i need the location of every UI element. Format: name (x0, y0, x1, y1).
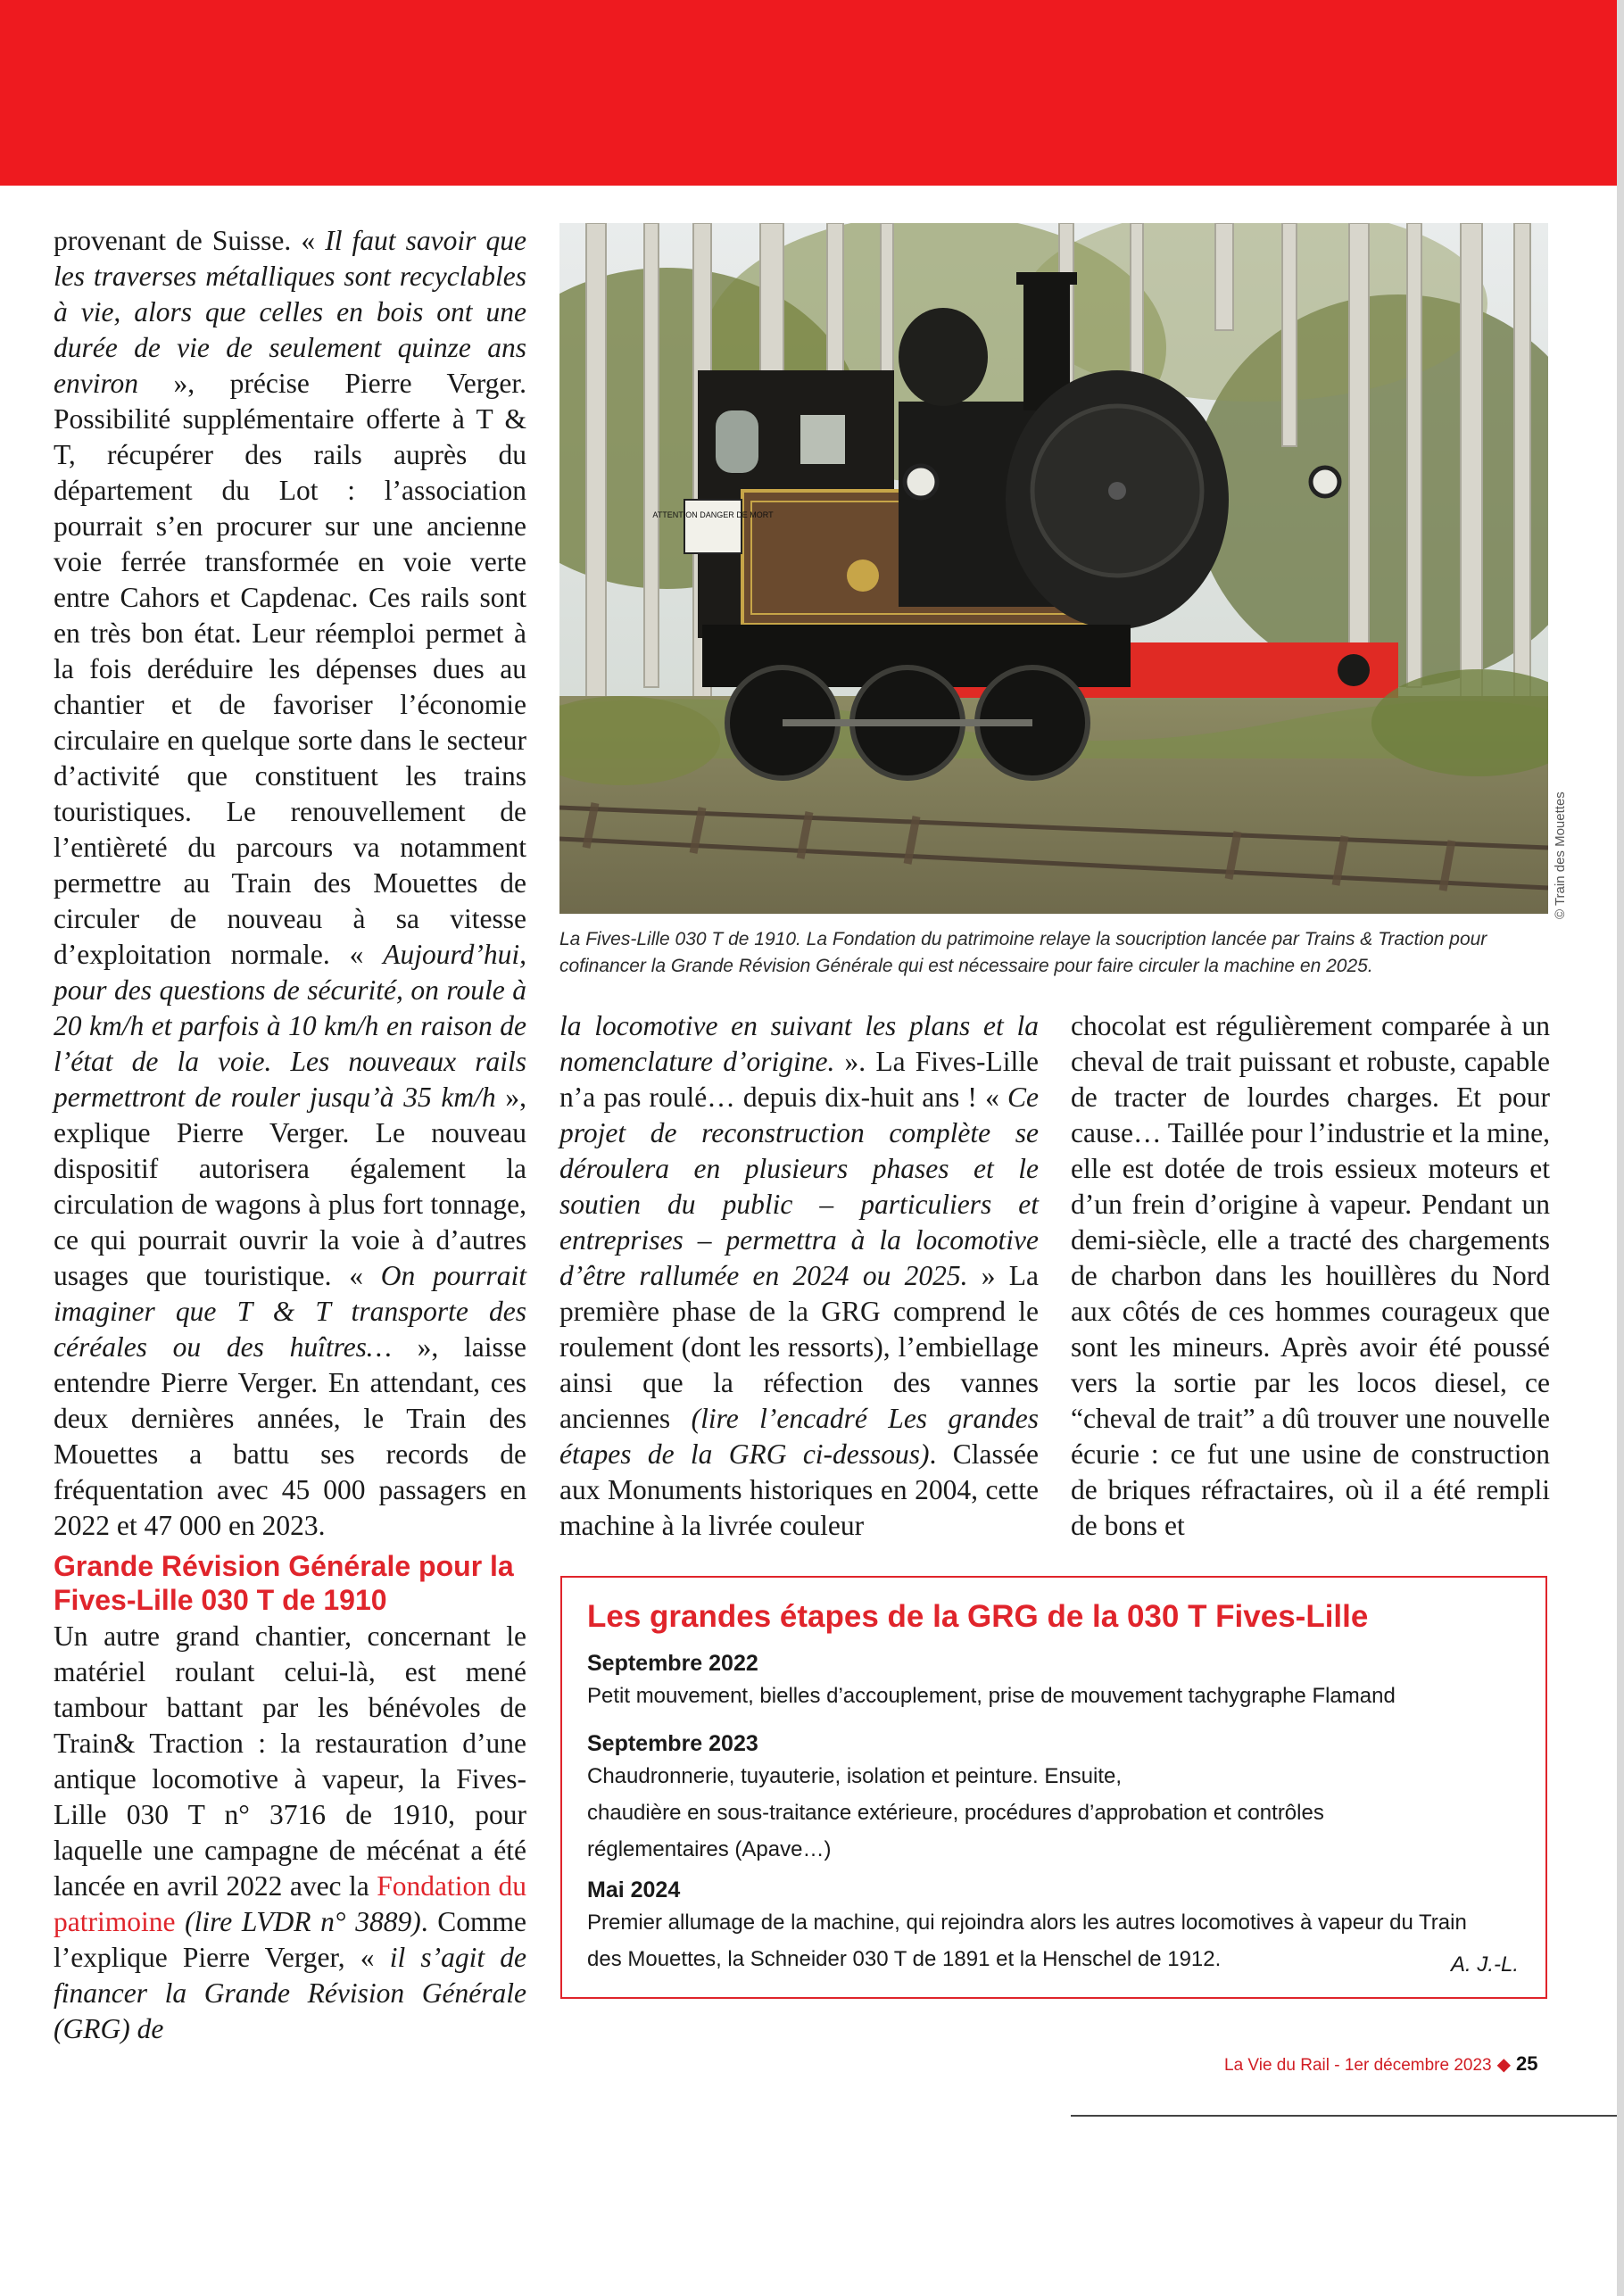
col2-run: ». La Fives-Lille n’a pas roulé… depuis dix-huit ans ! « (559, 1046, 1039, 1113)
col3-run: chocolat est régulièrement comparée à un cheval de trait puissant et robuste, capable de tracter de lourdes charges. Et pour cause… Taillée pour l’industrie et la mine, elle est dotée de trois essieux moteurs et d’un frein d’origine à vapeur. Pendant un demi-siècle, elle a tracté des chargements de charbon dans les houillères du Nord aux côtés de ces hommes courageux que sont les mineurs. Après avoir été poussé vers la sortie par les locos diesel, ce “cheval de trait” a dû trouver une nouvelle écurie : ce fut une usine de construction de briques réfractaires, où il a été rempli de bons et (1071, 1010, 1550, 1541)
col2-run: Ce projet de reconstruction complète se déroulera en plusieurs phases et le soutien du public – particuliers et entreprises – permettra à la locomotive d’être rallumée en 2024 ou 2025. (559, 1082, 1039, 1291)
stage-line: réglementaires (Apave…) (587, 1837, 832, 1861)
locomotive-photo (559, 223, 1548, 914)
page-number: 25 (1516, 2052, 1538, 2075)
col2-run: la locomotive en suivant les plans et la nomenclature d’origine. (559, 1010, 1039, 1077)
stage-september-2022 (587, 1649, 1524, 1714)
photo-caption: La Fives-Lille 030 T de 1910. La Fondation du patrimoine relaye la soucription lancée par Trains & Traction pour cofinancer la Grande Révision Générale qui est nécessaire pour faire circuler la machine en 2025. (559, 929, 1487, 976)
col1b-run: Un autre grand chantier, concernant le matériel roulant celui-là, est mené tambour battant par les bénévoles de Train& Traction : la restauration d’une antique locomotive à vapeur, la Fives-Lille 030 T n° 3716 de 1910, pour laquelle une campagne de mécénat a été lancée en avril 2022 avec la (54, 1620, 526, 1902)
stage-may-2024 (587, 1876, 1524, 1977)
col1b-run: . Comme l’explique Pierre Verger, « (54, 1906, 527, 1973)
stage-line: Premier allumage de la machine, qui rejoindra alors les autres locomotives à vapeur du Train (587, 1911, 1467, 1935)
column-3-text (1071, 1008, 1550, 1544)
col1-run: », explique Pierre Verger. Le nouveau dispositif autorisera également la circulation de wagons à plus fort tonnage, ce qui pourrait ouvrir la voie à d’autres usages que touristique. « (54, 1082, 527, 1291)
stage-line: Chaudronnerie, tuyauterie, isolation et peinture. Ensuite, (587, 1764, 1123, 1788)
photo-credit: © Train des Mouettes (1553, 792, 1568, 919)
col1b-run: (lire LVDR n° 3889) (185, 1906, 421, 1937)
column-1-continued-text (54, 1619, 526, 2047)
column-1-text (54, 223, 526, 1544)
col2-run: » La première phase de la GRG comprend le roulement (dont les ressorts), l’embiellage ainsi que la réfection des vannes anciennes (559, 1260, 1039, 1434)
stage-september-2023 (587, 1729, 1524, 1868)
footer-rule (1071, 2115, 1617, 2117)
page-edge (1617, 0, 1624, 2296)
locomotive-illustration (559, 223, 1548, 914)
stage-date: Septembre 2022 (587, 1651, 758, 1676)
stage-date: Mai 2024 (587, 1877, 681, 1902)
author-signature: A. J.-L. (1450, 1952, 1519, 1977)
col1-run: », laisse entendre Pierre Verger. En attendant, ces deux dernières années, le Train des Mouettes a battu ses records de fréquentation avec 45 000 passagers en 2022 et 47 000 en 2023. (54, 1331, 527, 1541)
col1b-run: il s’agit de financer la Grande Révision Générale (GRG) de (54, 1942, 526, 2044)
header-red-band (0, 0, 1619, 186)
stage-line: des Mouettes, la Schneider 030 T de 1891 et la Henschel de 1912. (587, 1947, 1222, 1971)
footer-publication: La Vie du Rail - 1er décembre 2023 (1224, 2056, 1492, 2075)
col2-run: . Classée aux Monuments historiques en 2004, cette machine à la livrée couleur (559, 1438, 1039, 1541)
col1-run: », précise Pierre Verger. Possibilité supplémentaire offerte à T & T, récupérer des rails auprès du département du Lot : l’association pourrait s’en procurer sur une ancienne voie ferrée transformée en voie verte entre Cahors et Capdenac. Ces rails sont en très bon état. Leur réemploi permet à la fois deréduire les dépenses dues au chantier et de favoriser l’économie circulaire en quelque sorte dans le secteur d’activité que constituent les trains touristiques. Le renouvellement de l’entièreté du parcours va notamment permettre au Train des Mouettes de circuler de nouveau à sa vitesse d’exploitation normale. « (54, 368, 526, 970)
grg-stages-box (560, 1576, 1547, 1999)
stage-date: Septembre 2023 (587, 1731, 758, 1756)
stage-line: Petit mouvement, bielles d’accouplement, prise de mouvement tachygraphe Flamand (587, 1684, 1396, 1708)
col1b-run: Fondation du patrimoine (54, 1870, 526, 1937)
col1-run: Aujourd’hui, pour des questions de sécurité, on roule à 20 km/h et parfois à 10 km/h en raison de l’état de la voie. Les nouveaux rails permettront de rouler jusqu’à 35 km/h (54, 939, 526, 1113)
col2-run: (lire l’encadré Les grandes étapes de la GRG ci-dessous) (559, 1403, 1040, 1470)
diamond-icon: ◆ (1496, 2055, 1512, 2075)
col1-run: Il faut savoir que les traverses métalliques sont recyclables à vie, alors que celles en bois ont une durée de vie de seulement quinze ans environ (54, 225, 526, 399)
column-2-text (559, 1008, 1039, 1544)
section-heading: Grande Révision Générale pour la Fives-Lille 030 T de 1910 (54, 1550, 514, 1616)
loco-sign-text: ATTENTION DANGER DE MORT (652, 510, 774, 519)
page-footer (1224, 2052, 1538, 2076)
col1b-run (175, 1906, 185, 1937)
box-title: Les grandes étapes de la GRG de la 030 T Fives-Lille (587, 1599, 1369, 1634)
col1-run: provenant de Suisse. « (54, 225, 326, 256)
stage-line: chaudière en sous-traitance extérieure, procédures d’approbation et contrôles (587, 1801, 1324, 1825)
col1-run: On pourrait imaginer que T & T transporte des céréales ou des huîtres… (54, 1260, 526, 1363)
